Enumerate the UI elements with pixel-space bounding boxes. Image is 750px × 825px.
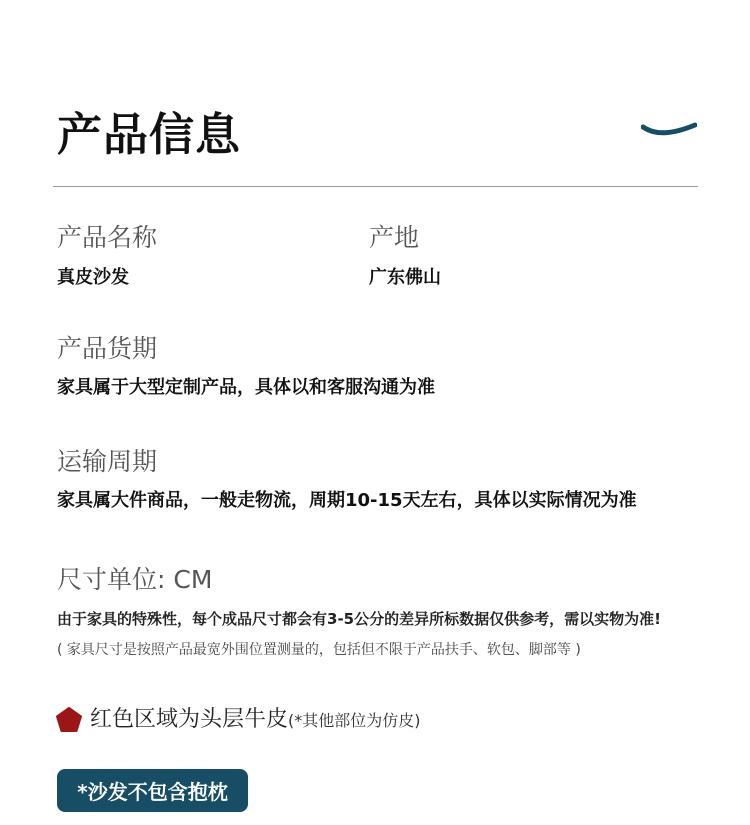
product-name-value: 真皮沙发 — [57, 267, 129, 288]
no-pillow-badge: *沙发不包含抱枕 — [57, 769, 248, 812]
size-sub-note: ( 家具尺寸是按照产品最宽外围位置测量的，包括但不限于产品扶手、软包、脚部等 ) — [57, 642, 581, 658]
shipping-value: 家具属大件商品，一般走物流，周期10-15天左右，具体以实际情况为准 — [57, 490, 637, 511]
legend-text — [90, 707, 421, 733]
wave-icon — [641, 120, 697, 138]
shipping-label: 运输周期 — [57, 447, 158, 476]
size-note: 由于家具的特殊性，每个成品尺寸都会有3-5公分的差异所标数据仅供参考，需以实物为准! — [57, 610, 661, 628]
title-divider — [53, 186, 698, 187]
legend-sub-text: (*其他部位为仿皮) — [288, 711, 421, 730]
page-title: 产品信息 — [57, 108, 242, 161]
origin-label: 产地 — [369, 223, 420, 252]
legend-main-text: 红色区域为头层牛皮 — [90, 707, 289, 732]
origin-value: 广东佛山 — [369, 267, 441, 288]
pentagon-icon — [55, 706, 83, 734]
delivery-value: 家具属于大型定制产品，具体以和客服沟通为准 — [57, 377, 435, 398]
size-unit-label: 尺寸单位: CM — [57, 565, 213, 594]
product-name-label: 产品名称 — [57, 223, 158, 252]
delivery-label: 产品货期 — [57, 334, 158, 363]
